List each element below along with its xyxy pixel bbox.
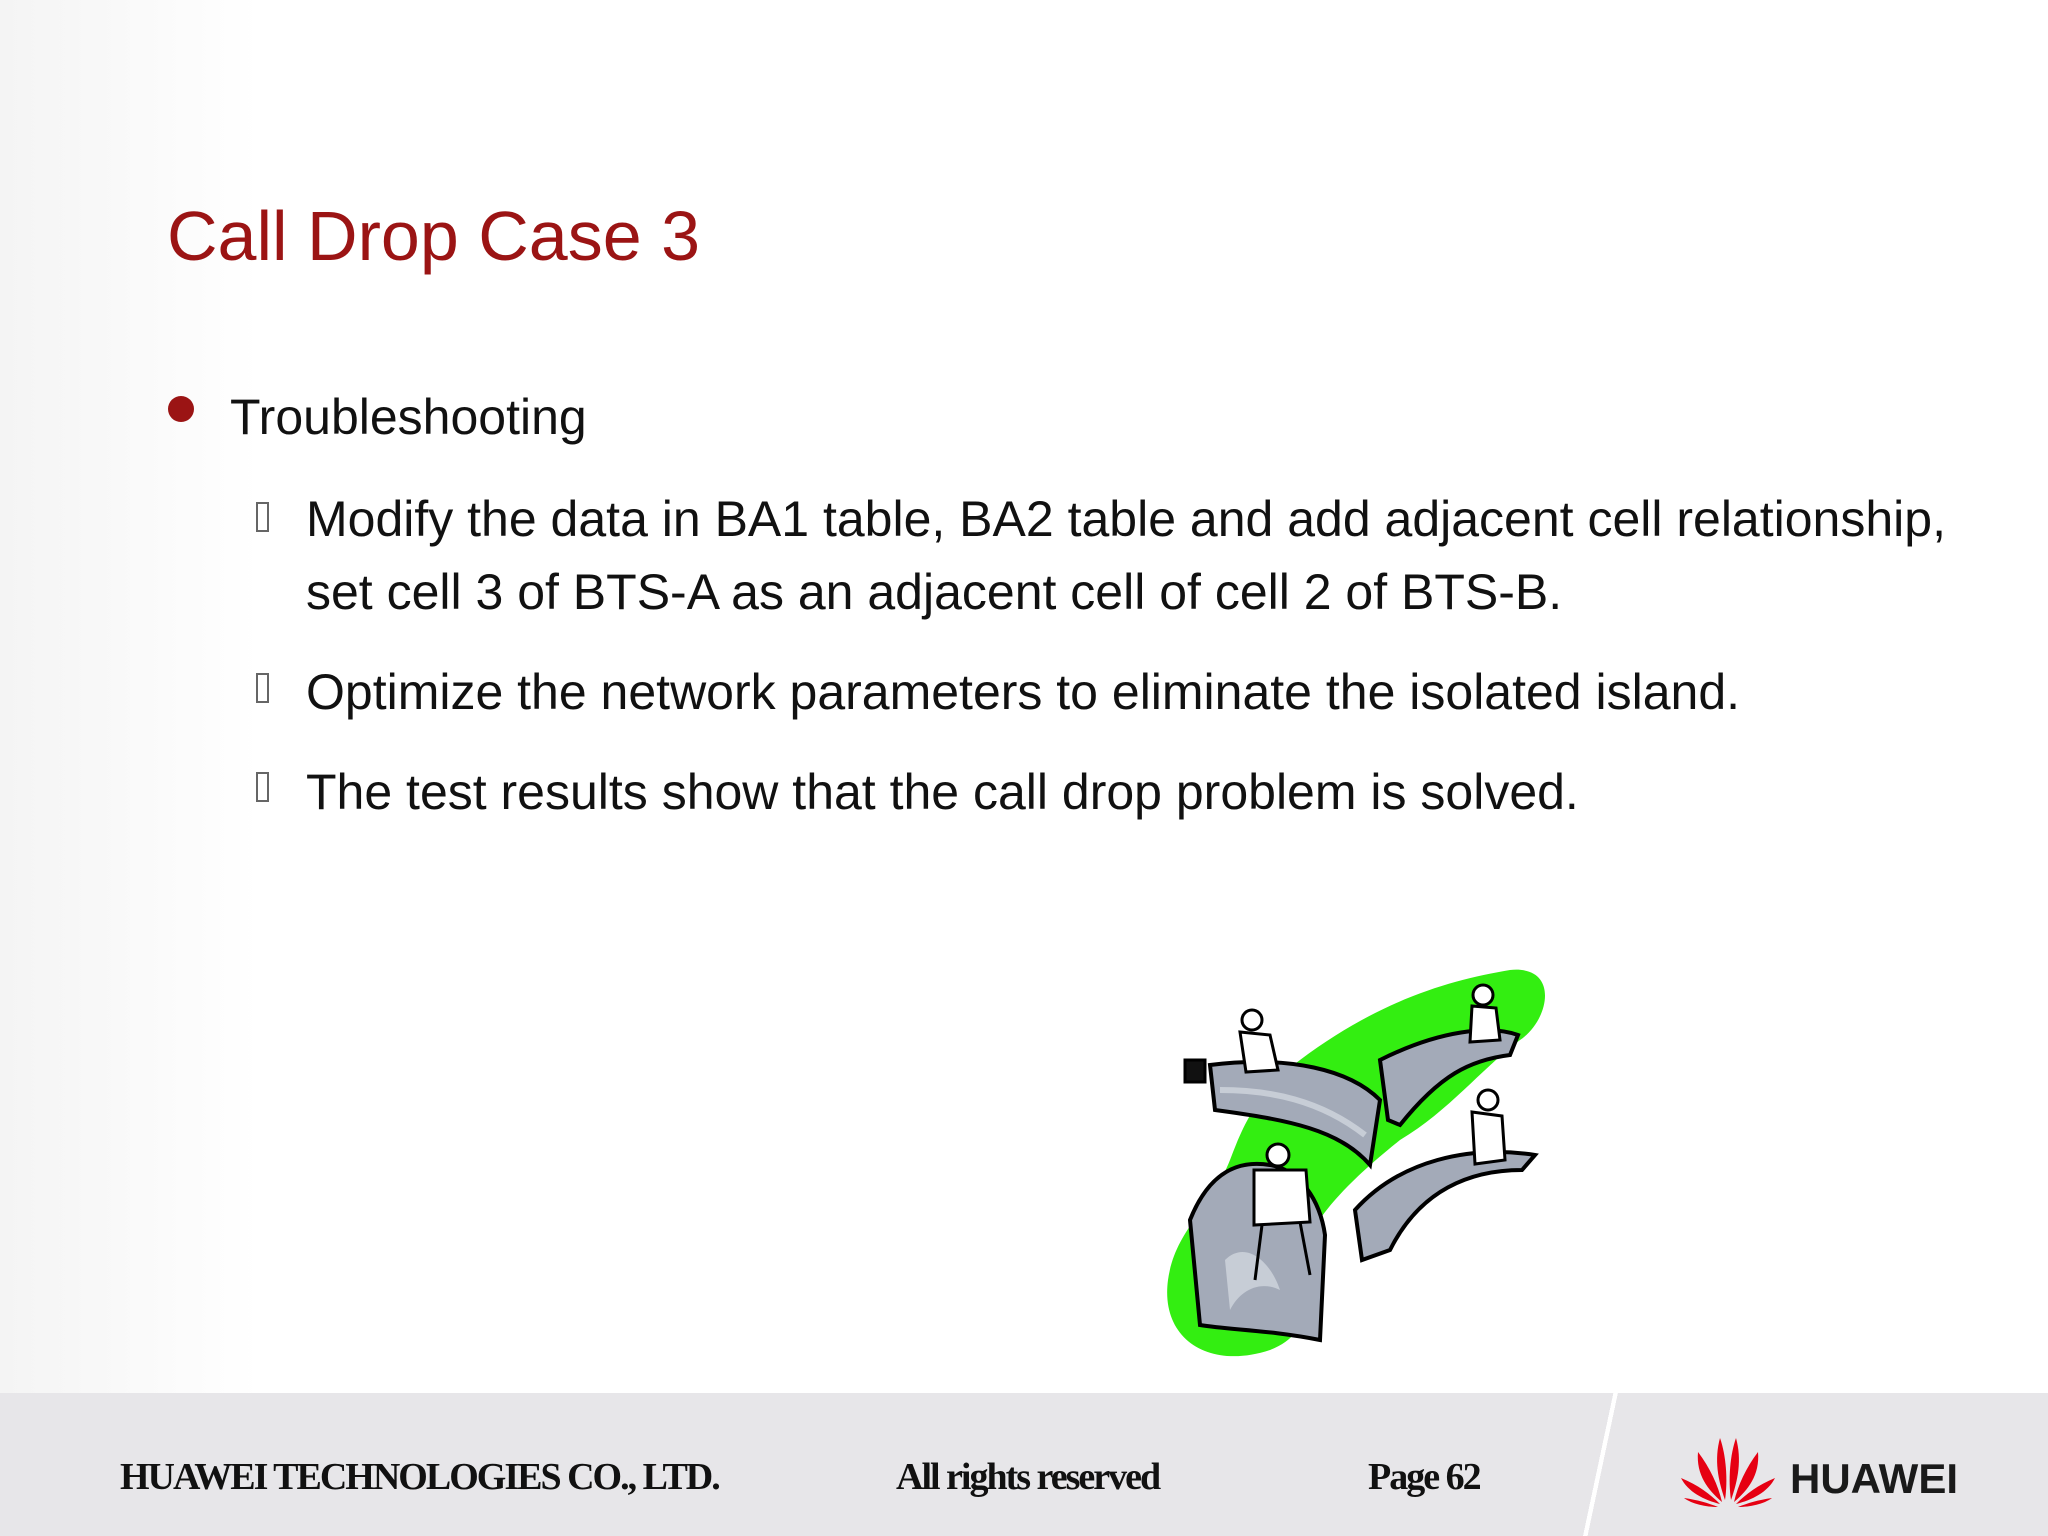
sub-bullet-marker-icon — [256, 502, 269, 532]
sub-item-text: The test results show that the call drop problem is solved. — [306, 764, 1579, 820]
huawei-logo-text: HUAWEI — [1790, 1455, 1958, 1502]
slide-title: Call Drop Case 3 — [167, 197, 700, 275]
bullet-dot-icon — [168, 396, 194, 422]
bridges-people-clipart-icon — [1150, 960, 1550, 1360]
sub-item-text: Optimize the network parameters to eliminate the isolated island. — [306, 664, 1741, 720]
footer-page-number: Page 62 — [1368, 1456, 1480, 1498]
sub-item-text: Modify the data in BA1 table, BA2 table and add adjacent cell relationship, set cell 3 of BTS-A as an adjacent cell of cell 2 of BTS-B. — [306, 491, 1946, 620]
sub-bullet-marker-icon — [256, 772, 269, 802]
sub-bullet-marker-icon — [256, 673, 269, 703]
footer-company: HUAWEI TECHNOLOGIES CO., LTD. — [120, 1456, 719, 1498]
huawei-logo-icon — [1678, 1430, 1778, 1510]
bullet-text: Troubleshooting — [230, 389, 587, 445]
footer-rights: All rights reserved — [896, 1456, 1160, 1498]
